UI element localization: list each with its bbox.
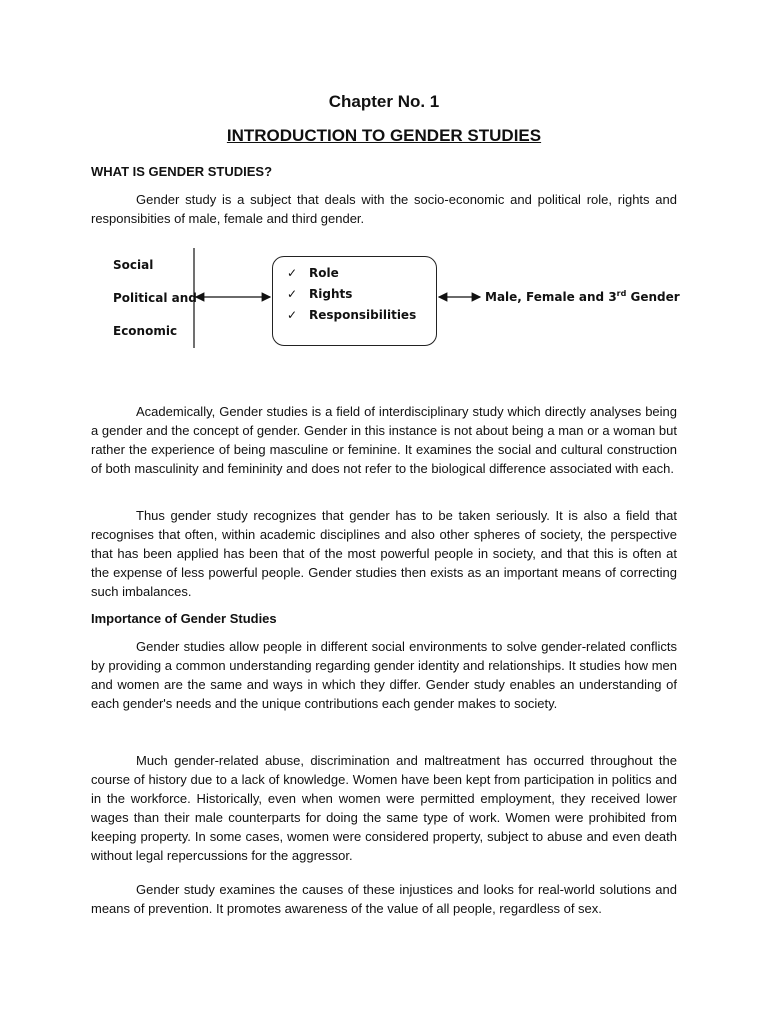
diagram-right-label-prefix: Male, Female and 3 [485,290,617,304]
paragraph-thus: Thus gender study recognizes that gender has to be taken seriously. It is also a field that recognises that often, within academic disciplines and also other spheres of society, the perspective that has been applied has been that of the most powerful people in society, and that this is often at the expense of less powerful people. Gender studies then exists as an important means of correcting such imbalances. [91,508,677,599]
paragraph-academically: Academically, Gender studies is a field of interdisciplinary study which directly analyses being a gender and the concept of gender. Gender in this instance is not about being a man or a woman but rather the experience of being masculine or feminine. It examines the social and cultural construction of both masculinity and femininity and does not refer to the biological difference associated with each. [91,404,677,476]
check-icon: ✓ [287,287,298,301]
paragraph-importance-1: Gender studies allow people in different social environments to solve gender-related conflicts by providing a common understanding regarding gender identity and relationships. It studies how men and women are the same and ways in which they differ. Gender study enables an understanding of each gender's needs and the unique contributions each gender makes to society. [91,639,677,711]
diagram-left-label-social: Social [113,258,154,272]
diagram-right-label-suffix: Gender [626,290,680,304]
diagram-right-label [485,290,680,304]
intro-paragraph: Gender study is a subject that deals with the socio-economic and political role, rights and responsibities of male, female and third gender. [91,192,677,226]
diagram-left-label-economic: Economic [113,324,178,338]
section-heading-what-is: WHAT IS GENDER STUDIES? [91,164,273,179]
section-heading-importance: Importance of Gender Studies [91,611,277,626]
paragraph-importance-3: Gender study examines the causes of these injustices and looks for real-world solutions and means of prevention. It promotes awareness of the value of all people, regardless of sex. [91,882,677,916]
diagram-item-responsibilities-label: Responsibilities [309,308,417,322]
diagram-left-label-political: Political and [113,291,197,305]
paragraph-importance-2: Much gender-related abuse, discrimination and maltreatment has occurred throughout the course of history due to a lack of knowledge. Women have been kept from participation in politics and in the workforce. Historically, even when women were permitted employment, they received lower wages than their male counterparts for doing the same type of work. Women were prohibited from keeping property. In some cases, women were considered property, subject to abuse and even death without legal repercussions for the aggressor. [91,753,677,863]
diagram-item-role-label: Role [309,266,339,280]
diagram-item-responsibilities [287,308,417,322]
diagram-item-role [287,266,339,280]
check-icon: ✓ [287,308,298,322]
diagram-right-label-sup: rd [616,289,627,298]
diagram-item-rights-label: Rights [309,287,353,301]
chapter-heading: Chapter No. 1 [328,92,440,111]
diagram-item-rights [287,287,353,301]
check-icon: ✓ [287,266,298,280]
diagram-center-box [272,256,437,346]
chapter-title: INTRODUCTION TO GENDER STUDIES [226,126,542,145]
